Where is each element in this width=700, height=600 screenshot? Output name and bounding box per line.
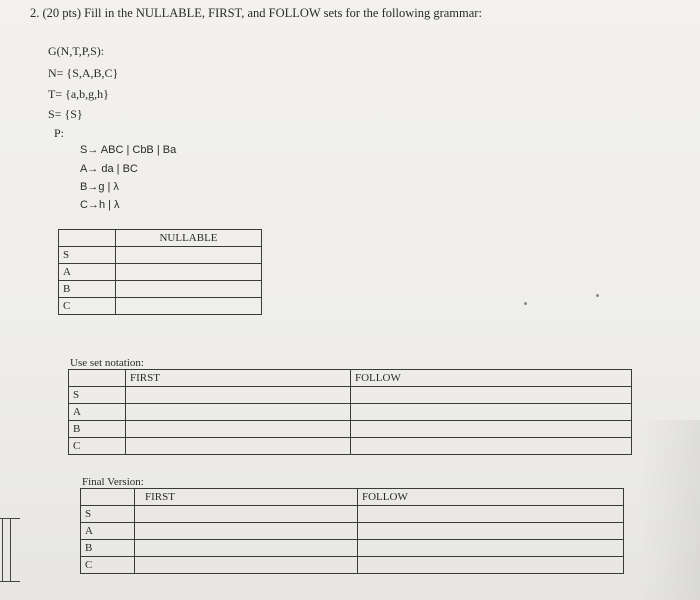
first-follow-table [68, 369, 632, 455]
first-header: FIRST [126, 370, 351, 387]
production-s: S→ ABC | CbB | Ba [80, 144, 177, 156]
follow-cell-a[interactable] [351, 404, 632, 421]
nullable-cell-s[interactable] [116, 247, 262, 264]
row-label: C [81, 557, 135, 574]
table-row [81, 557, 624, 574]
paper-speck [596, 294, 599, 297]
row-label: B [59, 281, 116, 298]
paper-speck [524, 302, 527, 305]
final-follow-cell-c[interactable] [358, 557, 624, 574]
production-c: C→h | λ [80, 199, 120, 211]
final-follow-cell-b[interactable] [358, 540, 624, 557]
final-first-cell-b[interactable] [135, 540, 358, 557]
follow-cell-c[interactable] [351, 438, 632, 455]
table-row [59, 281, 262, 298]
terminals-set: T= {a,b,g,h} [48, 87, 109, 101]
row-label: B [81, 540, 135, 557]
table-header-row [69, 370, 632, 387]
row-label: A [69, 404, 126, 421]
row-label: S [81, 506, 135, 523]
table-row [59, 247, 262, 264]
final-first-header: FIRST [135, 489, 358, 506]
final-follow-header: FOLLOW [358, 489, 624, 506]
final-first-cell-c[interactable] [135, 557, 358, 574]
nullable-cell-a[interactable] [116, 264, 262, 281]
row-label: A [59, 264, 116, 281]
follow-cell-b[interactable] [351, 421, 632, 438]
edge-table-fragment [0, 518, 20, 582]
row-label: B [69, 421, 126, 438]
table-header-row [81, 489, 624, 506]
grammar-tuple: G(N,T,P,S): [48, 44, 105, 58]
table-row [81, 540, 624, 557]
row-label: S [69, 387, 126, 404]
row-label: C [59, 298, 116, 315]
first-cell-a[interactable] [126, 404, 351, 421]
nullable-cell-b[interactable] [116, 281, 262, 298]
page-shadow [640, 420, 700, 600]
nonterminals-set: N= {S,A,B,C} [48, 66, 119, 80]
table-row [81, 523, 624, 540]
final-follow-cell-a[interactable] [358, 523, 624, 540]
table-row [69, 438, 632, 455]
row-label: S [59, 247, 116, 264]
production-a: A→ da | BC [80, 163, 138, 175]
first-cell-b[interactable] [126, 421, 351, 438]
table-row [69, 404, 632, 421]
final-follow-cell-s[interactable] [358, 506, 624, 523]
final-first-cell-a[interactable] [135, 523, 358, 540]
question-title: 2. (20 pts) Fill in the NULLABLE, FIRST, and FOLLOW sets for the following grammar: [30, 6, 482, 20]
first-cell-s[interactable] [126, 387, 351, 404]
table-row [59, 298, 262, 315]
nullable-table [58, 229, 262, 315]
production-b: B→g | λ [80, 181, 119, 193]
header-spacer-cell [81, 489, 135, 506]
final-version-label: Final Version: [82, 476, 144, 488]
table-row [69, 421, 632, 438]
table-row [59, 264, 262, 281]
first-cell-c[interactable] [126, 438, 351, 455]
row-label: A [81, 523, 135, 540]
row-label: C [69, 438, 126, 455]
productions-label: P: [54, 126, 65, 140]
set-notation-label: Use set notation: [70, 357, 144, 369]
follow-cell-s[interactable] [351, 387, 632, 404]
nullable-header: NULLABLE [116, 230, 262, 247]
header-spacer-cell [69, 370, 126, 387]
table-row [69, 387, 632, 404]
start-symbol-set: S= {S} [48, 107, 83, 121]
table-row [81, 506, 624, 523]
table-header-row [59, 230, 262, 247]
final-table [80, 488, 624, 574]
final-first-cell-s[interactable] [135, 506, 358, 523]
header-spacer-cell [59, 230, 116, 247]
nullable-cell-c[interactable] [116, 298, 262, 315]
follow-header: FOLLOW [351, 370, 632, 387]
